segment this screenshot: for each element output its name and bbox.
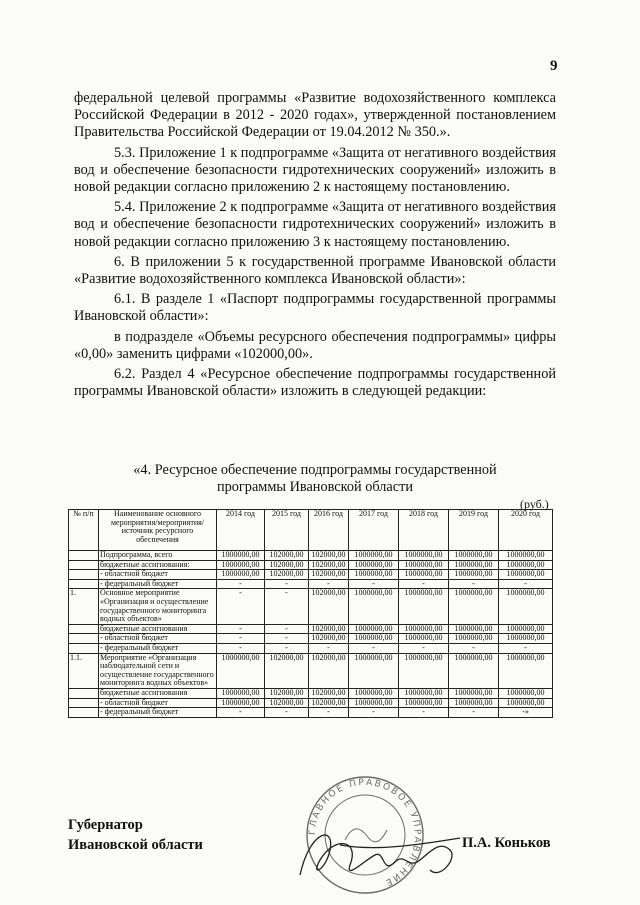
table-cell (69, 579, 99, 589)
table-cell: 1000000,00 (499, 624, 553, 634)
table-cell: 102000,00 (309, 560, 349, 570)
table-cell: 1000000,00 (449, 570, 499, 580)
table-cell: - (349, 708, 399, 718)
table-cell: - (499, 643, 553, 653)
column-header: 2017 год (349, 510, 399, 551)
table-cell: - (217, 708, 265, 718)
column-header: 2016 год (309, 510, 349, 551)
table-cell (69, 551, 99, 561)
table-cell: 102000,00 (265, 560, 309, 570)
section-title-line: программы Ивановской области (216, 479, 413, 495)
table-cell: 1000000,00 (349, 570, 399, 580)
table-cell: -» (499, 708, 553, 718)
table-cell: - (349, 643, 399, 653)
table-cell: 1000000,00 (217, 653, 265, 688)
table-cell: - (309, 708, 349, 718)
table-cell: - федеральный бюджет (99, 579, 217, 589)
table-cell: - (265, 708, 309, 718)
column-header: 2018 год (399, 510, 449, 551)
table-cell: 1000000,00 (399, 560, 449, 570)
table-cell: 1000000,00 (499, 653, 553, 688)
table-cell: - (217, 579, 265, 589)
table-cell: 1000000,00 (217, 698, 265, 708)
table-cell: 1000000,00 (399, 570, 449, 580)
table-row (69, 624, 553, 634)
table-cell: 1000000,00 (399, 698, 449, 708)
table-cell: 1000000,00 (449, 551, 499, 561)
table-cell: 1000000,00 (449, 698, 499, 708)
table-cell (69, 560, 99, 570)
table-cell: 1000000,00 (499, 551, 553, 561)
table-cell: 102000,00 (309, 698, 349, 708)
table-cell: - (309, 643, 349, 653)
table-cell (69, 570, 99, 580)
table-cell: - (265, 634, 309, 644)
table-cell (69, 698, 99, 708)
table-cell: 1000000,00 (499, 570, 553, 580)
table-cell: - (449, 579, 499, 589)
table-cell: - областной бюджет (99, 570, 217, 580)
table-cell: 1000000,00 (449, 624, 499, 634)
table-row (69, 551, 553, 561)
table-cell: Мероприятие «Организация наблюдательной сети и осуществление государственного мониторинга водных объектов» (99, 653, 217, 688)
table-row (69, 589, 553, 624)
budget-table (68, 509, 553, 718)
table-cell (69, 688, 99, 698)
table-cell: 1.1. (69, 653, 99, 688)
table-cell: - (399, 579, 449, 589)
table-row (69, 698, 553, 708)
paragraph: 5.4. Приложение 2 к подпрограмме «Защита от негативного воздействия вод и обеспечение безопасности гидротехнических сооружений» изложить в новой редакции согласно приложению 3 к настоящему постановлению. (74, 199, 556, 250)
body-text (74, 90, 556, 403)
table-cell: 1000000,00 (349, 653, 399, 688)
table-cell: Подпрограмма, всего (99, 551, 217, 561)
column-header: 2015 год (265, 510, 309, 551)
table-cell: 1000000,00 (399, 688, 449, 698)
table-cell: 102000,00 (265, 551, 309, 561)
paragraph: 6.2. Раздел 4 «Ресурсное обеспечение подпрограммы государственной программы Ивановской области» изложить в следующей редакции: (74, 366, 556, 400)
signer-title-line: Губернатор (68, 817, 143, 833)
signer-title (68, 815, 203, 855)
table-cell: - (499, 579, 553, 589)
table-cell: 102000,00 (265, 570, 309, 580)
table-cell: - (449, 708, 499, 718)
table-cell: - (217, 643, 265, 653)
signer-title-line: Ивановской области (68, 837, 203, 853)
table-cell: 102000,00 (309, 570, 349, 580)
table-cell (69, 708, 99, 718)
table-cell: - (399, 708, 449, 718)
table-cell: - (265, 579, 309, 589)
table-cell: 102000,00 (309, 653, 349, 688)
table-cell: 1000000,00 (217, 688, 265, 698)
table-cell: 1000000,00 (217, 570, 265, 580)
table-cell (69, 624, 99, 634)
table-cell: - (309, 579, 349, 589)
table-cell: бюджетные ассигнования (99, 624, 217, 634)
column-header: 2014 год (217, 510, 265, 551)
table-cell: 1000000,00 (217, 560, 265, 570)
table-cell: - федеральный бюджет (99, 643, 217, 653)
table-cell: 1000000,00 (399, 551, 449, 561)
section-title-line: «4. Ресурсное обеспечение подпрограммы государственной (133, 462, 497, 478)
column-header: Наименование основного мероприятия/мероприятия/ источник ресурсного обеспечения (99, 510, 217, 551)
table-cell: Основное мероприятие «Организация и осуществление государственного мониторинга водных объектов» (99, 589, 217, 624)
table-cell: 1000000,00 (349, 560, 399, 570)
table-cell: 1000000,00 (399, 589, 449, 624)
table-cell: - (265, 643, 309, 653)
paragraph: 6.1. В разделе 1 «Паспорт подпрограммы государственной программы Ивановской области»: (74, 291, 556, 325)
table-cell: - (217, 589, 265, 624)
table-cell: - (349, 579, 399, 589)
table-cell: - (265, 624, 309, 634)
column-header: № п/п (69, 510, 99, 551)
column-header: 2020 год (499, 510, 553, 551)
handwritten-signature (290, 820, 470, 890)
table-cell: 1000000,00 (349, 624, 399, 634)
table-cell: 1000000,00 (499, 634, 553, 644)
table-cell: 1000000,00 (449, 653, 499, 688)
table-cell: 1000000,00 (217, 551, 265, 561)
table-cell: 102000,00 (265, 653, 309, 688)
table-cell: - (217, 634, 265, 644)
table-cell: 102000,00 (265, 698, 309, 708)
table-cell: 1000000,00 (449, 589, 499, 624)
table-cell: - федеральный бюджет (99, 708, 217, 718)
table-row (69, 688, 553, 698)
table-cell: 1000000,00 (399, 624, 449, 634)
table-header-row (69, 510, 553, 551)
table-cell: - (399, 643, 449, 653)
table-cell: 102000,00 (309, 589, 349, 624)
table-cell: 1000000,00 (449, 634, 499, 644)
table-cell: 102000,00 (309, 551, 349, 561)
table-cell: 1. (69, 589, 99, 624)
table-cell: 1000000,00 (499, 560, 553, 570)
table-cell: 1000000,00 (399, 653, 449, 688)
table-cell (69, 643, 99, 653)
currency-unit: (руб.) (520, 497, 549, 511)
paragraph: 5.3. Приложение 1 к подпрограмме «Защита от негативного воздействия вод и обеспечение безопасности гидротехнических сооружений» изложить в новой редакции согласно приложению 2 к настоящему постановлению. (74, 144, 556, 196)
table-cell: 1000000,00 (399, 634, 449, 644)
seal-text: ГЛАВНОЕ ПРАВОВОЕ УПРАВЛЕНИЕ (307, 777, 423, 888)
table-cell: 1000000,00 (449, 688, 499, 698)
section-title (74, 462, 556, 496)
table-cell: 1000000,00 (499, 698, 553, 708)
paragraph: федеральной целевой программы «Развитие водохозяйственного комплекса Российской Федерации в 2012 - 2020 годах», утвержденной постановлением Правительства Российской Федерации от 19.04.2012 № 350.». (74, 90, 556, 141)
table-cell: 1000000,00 (449, 560, 499, 570)
table-cell: 102000,00 (265, 688, 309, 698)
table-cell: 1000000,00 (499, 589, 553, 624)
table-cell: 1000000,00 (349, 698, 399, 708)
table-cell: - (449, 643, 499, 653)
table-cell: 1000000,00 (349, 688, 399, 698)
table-row (69, 643, 553, 653)
table-cell: бюджетные ассигнования (99, 688, 217, 698)
signer-name: П.А. Коньков (462, 835, 551, 851)
paragraph: в подразделе «Объемы ресурсного обеспечения подпрограммы» цифры «0,00» заменить цифрами «102000,00». (74, 328, 556, 362)
table-row (69, 653, 553, 688)
page-number: 9 (550, 58, 558, 74)
table-cell: - областной бюджет (99, 634, 217, 644)
table-row (69, 708, 553, 718)
table-cell: - (265, 589, 309, 624)
table-row (69, 634, 553, 644)
table-cell: 1000000,00 (349, 634, 399, 644)
paragraph: 6. В приложении 5 к государственной программе Ивановской области «Развитие водохозяйственного комплекса Ивановской области»: (74, 253, 556, 288)
table-cell: 1000000,00 (349, 589, 399, 624)
table-cell: - областной бюджет (99, 698, 217, 708)
table-row (69, 570, 553, 580)
table-cell (69, 634, 99, 644)
table-cell: 102000,00 (309, 634, 349, 644)
table-cell: 102000,00 (309, 688, 349, 698)
table-cell: бюджетные ассигнования: (99, 560, 217, 570)
table-row (69, 560, 553, 570)
table-cell: 1000000,00 (349, 551, 399, 561)
table-cell: 102000,00 (309, 624, 349, 634)
table-cell: 1000000,00 (499, 688, 553, 698)
table-row (69, 579, 553, 589)
column-header: 2019 год (449, 510, 499, 551)
table-cell: - (217, 624, 265, 634)
